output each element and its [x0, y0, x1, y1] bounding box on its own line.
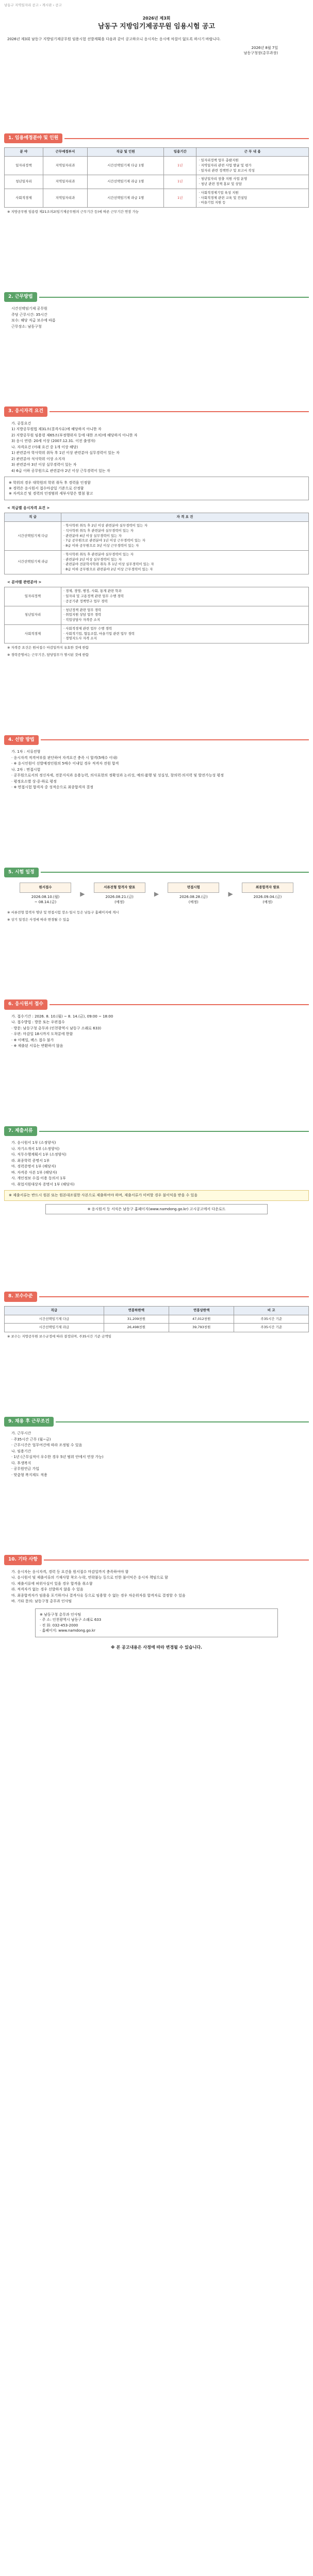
footnote: ※ 자격증 요건은 원서접수 마감일까지 유효한 것에 한함 — [7, 646, 89, 650]
table-row — [5, 606, 309, 624]
table-cell: · 일자리정책 업무 총괄지원 · 지역일자리 관련 사업 발굴 및 평가 · 일자리 관련 정책연구 및 보고서 작성 — [196, 157, 309, 175]
list-item: · 1년 (근무실적이 우수한 경우 5년 범위 안에서 연장 가능) — [11, 1455, 104, 1460]
section-7-title: 7. 제출서류 — [4, 1126, 37, 1137]
table-cell: · 사회적경제 관련 업무 수행 경력 · 사회적기업, 협동조합, 마을기업 관련 업무 경력 · 경영지도사 자격 소지 — [61, 624, 309, 643]
schedule-step-date: 2026.08.21.(금) (예정) — [105, 894, 134, 905]
list-item: 보수: 해당 직급 보수에 따름 — [11, 318, 56, 323]
table-cell: · 청년일자리 창출 지원 사업 운영 · 청년 관련 정책 홍보 및 상담 — [196, 175, 309, 189]
list-item: · 평정요소별 상·중·하로 평정 — [11, 779, 57, 784]
arrow-icon: ▶ — [154, 890, 159, 897]
schedule-step-date: 2026.08.28.(금) (예정) — [179, 894, 208, 905]
grade-requirements-table — [4, 513, 309, 574]
table-cell: 1년 — [164, 175, 196, 189]
table-cell: 시간선택임기제 다급 — [5, 1315, 104, 1324]
title-line1: 2026년 제3회 — [142, 15, 171, 21]
arrow-icon: ▶ — [228, 890, 233, 897]
table-cell: 시간선택임기제 라급 1명 — [88, 189, 164, 207]
list-item: · 근무시간은 업무여건에 따라 조정될 수 있음 — [11, 1443, 83, 1448]
section-8-header — [4, 1292, 309, 1302]
schedule-step — [242, 883, 293, 905]
section-4-header — [4, 735, 309, 745]
table-cell: · 경제, 경영, 행정, 사회, 통계 관련 학과 · 일자리 및 고용정책 관련 업무 수행 경력 · 공공기관 정책연구 업무 경력 — [61, 587, 309, 606]
section-1-note: ※ 지방공무원 임용령 제21조의2(임기제공무원의 근무기간 등)에 따른 근무기간 연장 가능 — [7, 210, 139, 214]
section-6-header — [4, 999, 309, 1010]
list-item: 시간선택임기제 공무원 — [11, 307, 47, 311]
table-cell: 시간선택임기제 라급 — [5, 1324, 104, 1332]
table-cell: · 학사학위 취득 후 관련분야 실무경력이 있는 자 · 관련분야 2년 이상 실무경력이 있는 자 · 관련분야 전문학사학위 취득 후 1년 이상 실무경력이 있는 자 · 8급 이하 공무원으로 관련분야 2년 이상 근무경력이 있는 자 — [61, 550, 309, 574]
section-8-title: 8. 보수수준 — [4, 1292, 37, 1302]
list-item: 다. 직무수행계획서 1부 (소정양식) — [11, 1153, 67, 1157]
other-matters-list — [4, 1569, 309, 1604]
table-cell: 시간선택임기제 다급 1명 — [88, 157, 164, 175]
table-cell: 일자리정책 — [5, 587, 61, 606]
documents-list — [4, 1140, 309, 1187]
list-item: · 공무원연금 가입 — [11, 1467, 40, 1471]
list-item: 주당 근무시간: 35시간 — [11, 312, 47, 317]
table-cell: 시간선택임기제 라급 — [5, 550, 61, 574]
list-item: 나. 2차 : 면접시험 — [11, 767, 41, 772]
column-header: 근 무 내 용 — [196, 148, 309, 157]
table-cell: 시간선택임기제 다급 — [5, 522, 61, 551]
section-4-title: 4. 선발 방법 — [4, 735, 39, 745]
list-item: 가. 근무시간 — [11, 1431, 31, 1436]
table-cell: 사회적경제 — [5, 189, 43, 207]
list-item: 4) 6급 이하 공무원으로 관련분야 2년 이상 근무경력이 있는 자 — [11, 468, 110, 473]
table-row — [5, 550, 309, 574]
list-item: 2) 관련분야 석사학위 이상 소지자 — [11, 456, 65, 461]
section-1-header — [4, 133, 309, 144]
contact-box — [35, 1608, 278, 1637]
list-item: ※ 경력은 응시원서 접수마감일 기준으로 산정함 — [9, 486, 84, 490]
list-item: · ※ 응시인원이 선발예정인원의 5배수 이내일 경우 적격자 전원 합격 — [11, 761, 119, 766]
schedule-step-label: 면접시험 — [168, 883, 219, 893]
arrow-icon: ▶ — [80, 890, 85, 897]
list-item: 바. 자격증 사본 1부 (해당자) — [11, 1170, 57, 1175]
final-note: ※ 본 공고내용은 사정에 따라 변경될 수 있습니다. — [110, 1645, 203, 1650]
list-item: 라. 적격자가 없는 경우 선발하지 않을 수 있음 — [11, 1587, 84, 1592]
table-row — [5, 1324, 309, 1332]
list-item: 2) 지방공무원 임용령 제65조(부정행위자 등에 대한 조치)에 해당하지 아니한 자 — [11, 433, 138, 437]
list-item: · 방문: 남동구청 총무과 (인천광역시 남동구 소래로 633) — [11, 1026, 102, 1030]
list-item: 1) 지방공무원법 제31조(결격사유)에 해당하지 아니한 자 — [11, 427, 102, 432]
table-cell: 39,793천원 — [169, 1324, 234, 1332]
table-cell: 지역일자리과 — [43, 189, 87, 207]
list-item: 3) 관련분야 3년 이상 실무경력이 있는 자 — [11, 463, 77, 467]
grade-requirements-title: < 직급별 응시자격 요건 > — [7, 505, 50, 510]
page-title — [4, 15, 309, 32]
table-row — [5, 1315, 309, 1324]
section-5-title: 5. 시험 일정 — [4, 868, 39, 878]
list-item: 마. 최종합격자가 임용을 포기하거나 결격사유 등으로 임용할 수 없는 경우 차순위자를 합격자로 결정할 수 있음 — [11, 1593, 186, 1598]
title-line2: 남동구 지방임기제공무원 임용시험 공고 — [97, 22, 216, 30]
intro-text: 2026년 제3회 남동구 지방임기제공무원 임용시험 선발계획을 다음과 같이 공고하오니 응시자는 응시에 차질이 없도록 하시기 바랍니다. — [7, 37, 221, 42]
list-item: 마. 경력증명서 1부 (해당자) — [11, 1164, 56, 1169]
breadcrumb: 남동구 지역일자리 공고 › 게시판 › 공고 — [4, 3, 62, 7]
schedule-step-label: 서류전형 합격자 발표 — [94, 883, 145, 893]
positions-table — [4, 147, 309, 208]
section-1-title: 1. 임용예정분야 및 인원 — [4, 133, 62, 144]
schedule-step-date: 2026.08.10.(월) ~ 08.14.(금) — [31, 894, 60, 905]
list-item: 근무장소: 남동구청 — [11, 324, 42, 329]
table-row — [5, 189, 309, 207]
table-row — [5, 624, 309, 643]
table-cell: 일자리정책 — [5, 157, 43, 175]
table-cell: 시간선택임기제 라급 1명 — [88, 175, 164, 189]
table-cell: 지역일자리과 — [43, 157, 87, 175]
table-cell: 청년일자리 — [5, 175, 43, 189]
eligibility-footnotes — [4, 646, 309, 658]
column-header: 근무예정부서 — [43, 148, 87, 157]
salary-note: ※ 보수는 지방공무원 보수규정에 따라 결정되며, 주35시간 기준 금액임 — [7, 1334, 111, 1338]
list-item: · 주35시간 근무 (월~금) — [11, 1437, 51, 1442]
forms-download-callout: ※ 응시원서 등 서식은 남동구 홈페이지(www.namdong.go.kr) 고시공고에서 다운로드 — [45, 1204, 268, 1215]
table-cell: · 청년정책 관련 업무 경력 · 취업지원 상담 업무 경력 · 직업상담사 자격증 소지 — [61, 606, 309, 624]
list-item: 라. 최종학력 증명서 1부 — [11, 1158, 50, 1163]
column-header: 분 야 — [5, 148, 43, 157]
announcement-date: 2026년 8월 7일 — [251, 45, 278, 50]
column-header: 직 급 — [5, 513, 61, 522]
list-item: · 우편: 마감일 18시까지 도착분에 한함 — [11, 1032, 73, 1037]
section-5-header — [4, 868, 309, 878]
column-header: 직급 및 인원 — [88, 148, 164, 157]
list-item: 가. 응시원서 1부 (소정양식) — [11, 1141, 56, 1145]
list-item: 다. 제출서류에 허위사실이 있을 경우 합격을 취소함 — [11, 1581, 93, 1586]
section-7-header — [4, 1126, 309, 1137]
table-cell: · 학사학위 취득 후 2년 이상 관련분야 실무경력이 있는 자 · 석사학위 취득 후 관련분야 실무경력이 있는 자 · 관련분야 4년 이상 실무경력이 있는 자 · 7급 공무원으로 관련분야 1년 이상 근무경력이 있는 자 · 8급 이하 공무원으로 3년 이상 근무경력이 있는 자 — [61, 522, 309, 551]
list-item: 아. 취업지원대상자 증명서 1부 (해당자) — [11, 1182, 75, 1187]
schedule-step-label: 원서접수 — [20, 883, 71, 893]
footnote: ※ 상기 일정은 사정에 따라 변경될 수 있음 — [7, 917, 70, 922]
table-cell: 1년 — [164, 157, 196, 175]
column-header: 비 고 — [234, 1306, 309, 1315]
schedule-step-date: 2026.09.04.(금) (예정) — [253, 894, 282, 905]
list-item: 가. 응시자는 응시자격, 경력 등 요건을 원서접수 마감일까지 충족하여야 함 — [11, 1569, 129, 1574]
documents-highlight-note: ※ 제출서류는 반드시 원본 또는 원본대조필한 사본으로 제출하여야 하며, 제출서류가 미비할 경우 불이익을 받을 수 있음 — [4, 1190, 309, 1201]
list-item: · 공무원으로서의 정신자세, 전문지식과 응용능력, 의사표현의 정확성과 논리성, 예의·품행 및 성실성, 창의력·의지력 및 발전가능성 평정 — [11, 773, 224, 777]
column-header: 임용기간 — [164, 148, 196, 157]
schedule-notes — [4, 910, 309, 923]
list-item: · ※ 제출된 서류는 반환하지 않음 — [11, 1044, 63, 1048]
announcing-org: 남동구청장(총무과장) — [243, 51, 278, 56]
table-cell: 청년일자리 — [5, 606, 61, 624]
column-header: 자 격 요 건 — [61, 513, 309, 522]
list-item: 바. 기타 문의: 남동구청 총무과 인사팀 — [11, 1599, 72, 1604]
exam-schedule-timeline — [20, 883, 293, 905]
list-item: 나. 임용기간 — [11, 1449, 31, 1453]
list-item: 가. 1차 : 서류전형 — [11, 750, 41, 754]
table-cell: 26,498천원 — [104, 1324, 169, 1332]
column-header: 직급 — [5, 1306, 104, 1315]
list-item: 1) 관련분야 학사학위 취득 후 1년 이상 관련분야 실무경력이 있는 자 — [11, 451, 120, 455]
list-item: ※ 자격요건 및 경력의 인정범위 세부사항은 별첨 참고 — [9, 492, 93, 496]
section-2-header — [4, 292, 309, 302]
footnote: ※ 경력증명서는 근무기간, 담당업무가 명시된 것에 한함 — [7, 652, 89, 657]
selection-method-list — [4, 749, 309, 790]
schedule-step — [168, 883, 219, 905]
list-item: 가. 접수기간 : 2026. 8. 10.(월) ~ 8. 14.(금), 09:00 ~ 18:00 — [11, 1014, 113, 1019]
table-cell: 주35시간 기준 — [234, 1315, 309, 1324]
field-requirements-table — [4, 587, 309, 643]
section-3-title: 3. 응시자격 요건 — [4, 406, 47, 417]
table-cell: 주35시간 기준 — [234, 1324, 309, 1332]
list-item: · ※ 면접시험 합격자 중 성적순으로 최종합격자 결정 — [11, 785, 93, 789]
field-requirements-title: < 분야별 관련분야 > — [7, 580, 42, 584]
table-cell: 1년 — [164, 189, 196, 207]
list-item: 나. 접수방법 : 방문 또는 우편접수 — [11, 1020, 65, 1025]
table-cell: 사회적경제 — [5, 624, 61, 643]
list-item: · ※ 이메일, 팩스 접수 불가 — [11, 1038, 54, 1042]
list-item: ※ 남동구청 총무과 인사팀 — [40, 1612, 81, 1617]
eligibility-list — [4, 421, 309, 474]
schedule-step — [94, 883, 145, 905]
list-item: · 주 소: 인천광역시 남동구 소래로 633 — [40, 1618, 102, 1622]
list-item: 사. 개인정보 수집·이용 동의서 1부 — [11, 1176, 66, 1181]
section-3-header — [4, 406, 309, 417]
list-item: · 홈페이지: www.namdong.go.kr — [40, 1629, 95, 1633]
list-item: 다. 후생복지 — [11, 1461, 31, 1465]
list-item: · 전 화: 032-453-2000 — [40, 1623, 78, 1628]
list-item: · 맞춤형 복지제도 적용 — [11, 1472, 47, 1477]
section-10-header — [4, 1555, 309, 1565]
application-list — [4, 1014, 309, 1049]
column-header: 연봉상한액 — [169, 1306, 234, 1315]
section-2-title: 2. 근무방법 — [4, 292, 37, 302]
section-9-title: 9. 채용 후 근무조건 — [4, 1417, 54, 1427]
section-6-title: 6. 응시원서 접수 — [4, 999, 47, 1010]
list-item: 나. 응시원서 및 제출서류의 기재사항 착오·누락, 연락불능 등으로 인한 불이익은 응시자 책임으로 함 — [11, 1575, 168, 1580]
table-row — [5, 587, 309, 606]
table-cell: 지역일자리과 — [43, 175, 87, 189]
table-cell: 47,012천원 — [169, 1315, 234, 1324]
footnote: ※ 서류전형 합격자 명단 및 면접시험 장소·일시 등은 남동구 홈페이지에 게시 — [7, 910, 119, 914]
table-row — [5, 522, 309, 551]
salary-table — [4, 1306, 309, 1332]
table-row — [5, 157, 309, 175]
section-9-header — [4, 1417, 309, 1427]
list-item: 가. 공통요건 — [11, 421, 31, 426]
list-item: ※ 학위의 경우 대학원의 학위 취득 후 경력을 인정함 — [9, 481, 91, 485]
work-method-list — [4, 306, 309, 329]
work-conditions-list — [4, 1431, 309, 1478]
table-row — [5, 175, 309, 189]
table-cell: · 사회적경제기업 육성 지원 · 사회적경제 관련 교육 및 컨설팅 · 마을기업 지원 등 — [196, 189, 309, 207]
section-10-title: 10. 기타 사항 — [4, 1555, 42, 1565]
schedule-step-label: 최종합격자 발표 — [242, 883, 293, 893]
column-header: 연봉하한액 — [104, 1306, 169, 1315]
eligibility-notes-box — [4, 477, 309, 500]
list-item: 나. 자기소개서 1부 (소정양식) — [11, 1146, 60, 1151]
list-item: 나. 자격요건 (아래 요건 중 1개 이상 해당) — [11, 445, 78, 449]
schedule-step — [20, 883, 71, 905]
table-cell: 31,209천원 — [104, 1315, 169, 1324]
list-item: · 응시자격 적격여부를 판단하여 자격요건 충족 시 합격(5배수 이내) — [11, 755, 118, 760]
list-item: 3) 응시 연령: 20세 이상 (2007.12.31. 이전 출생자) — [11, 439, 95, 444]
